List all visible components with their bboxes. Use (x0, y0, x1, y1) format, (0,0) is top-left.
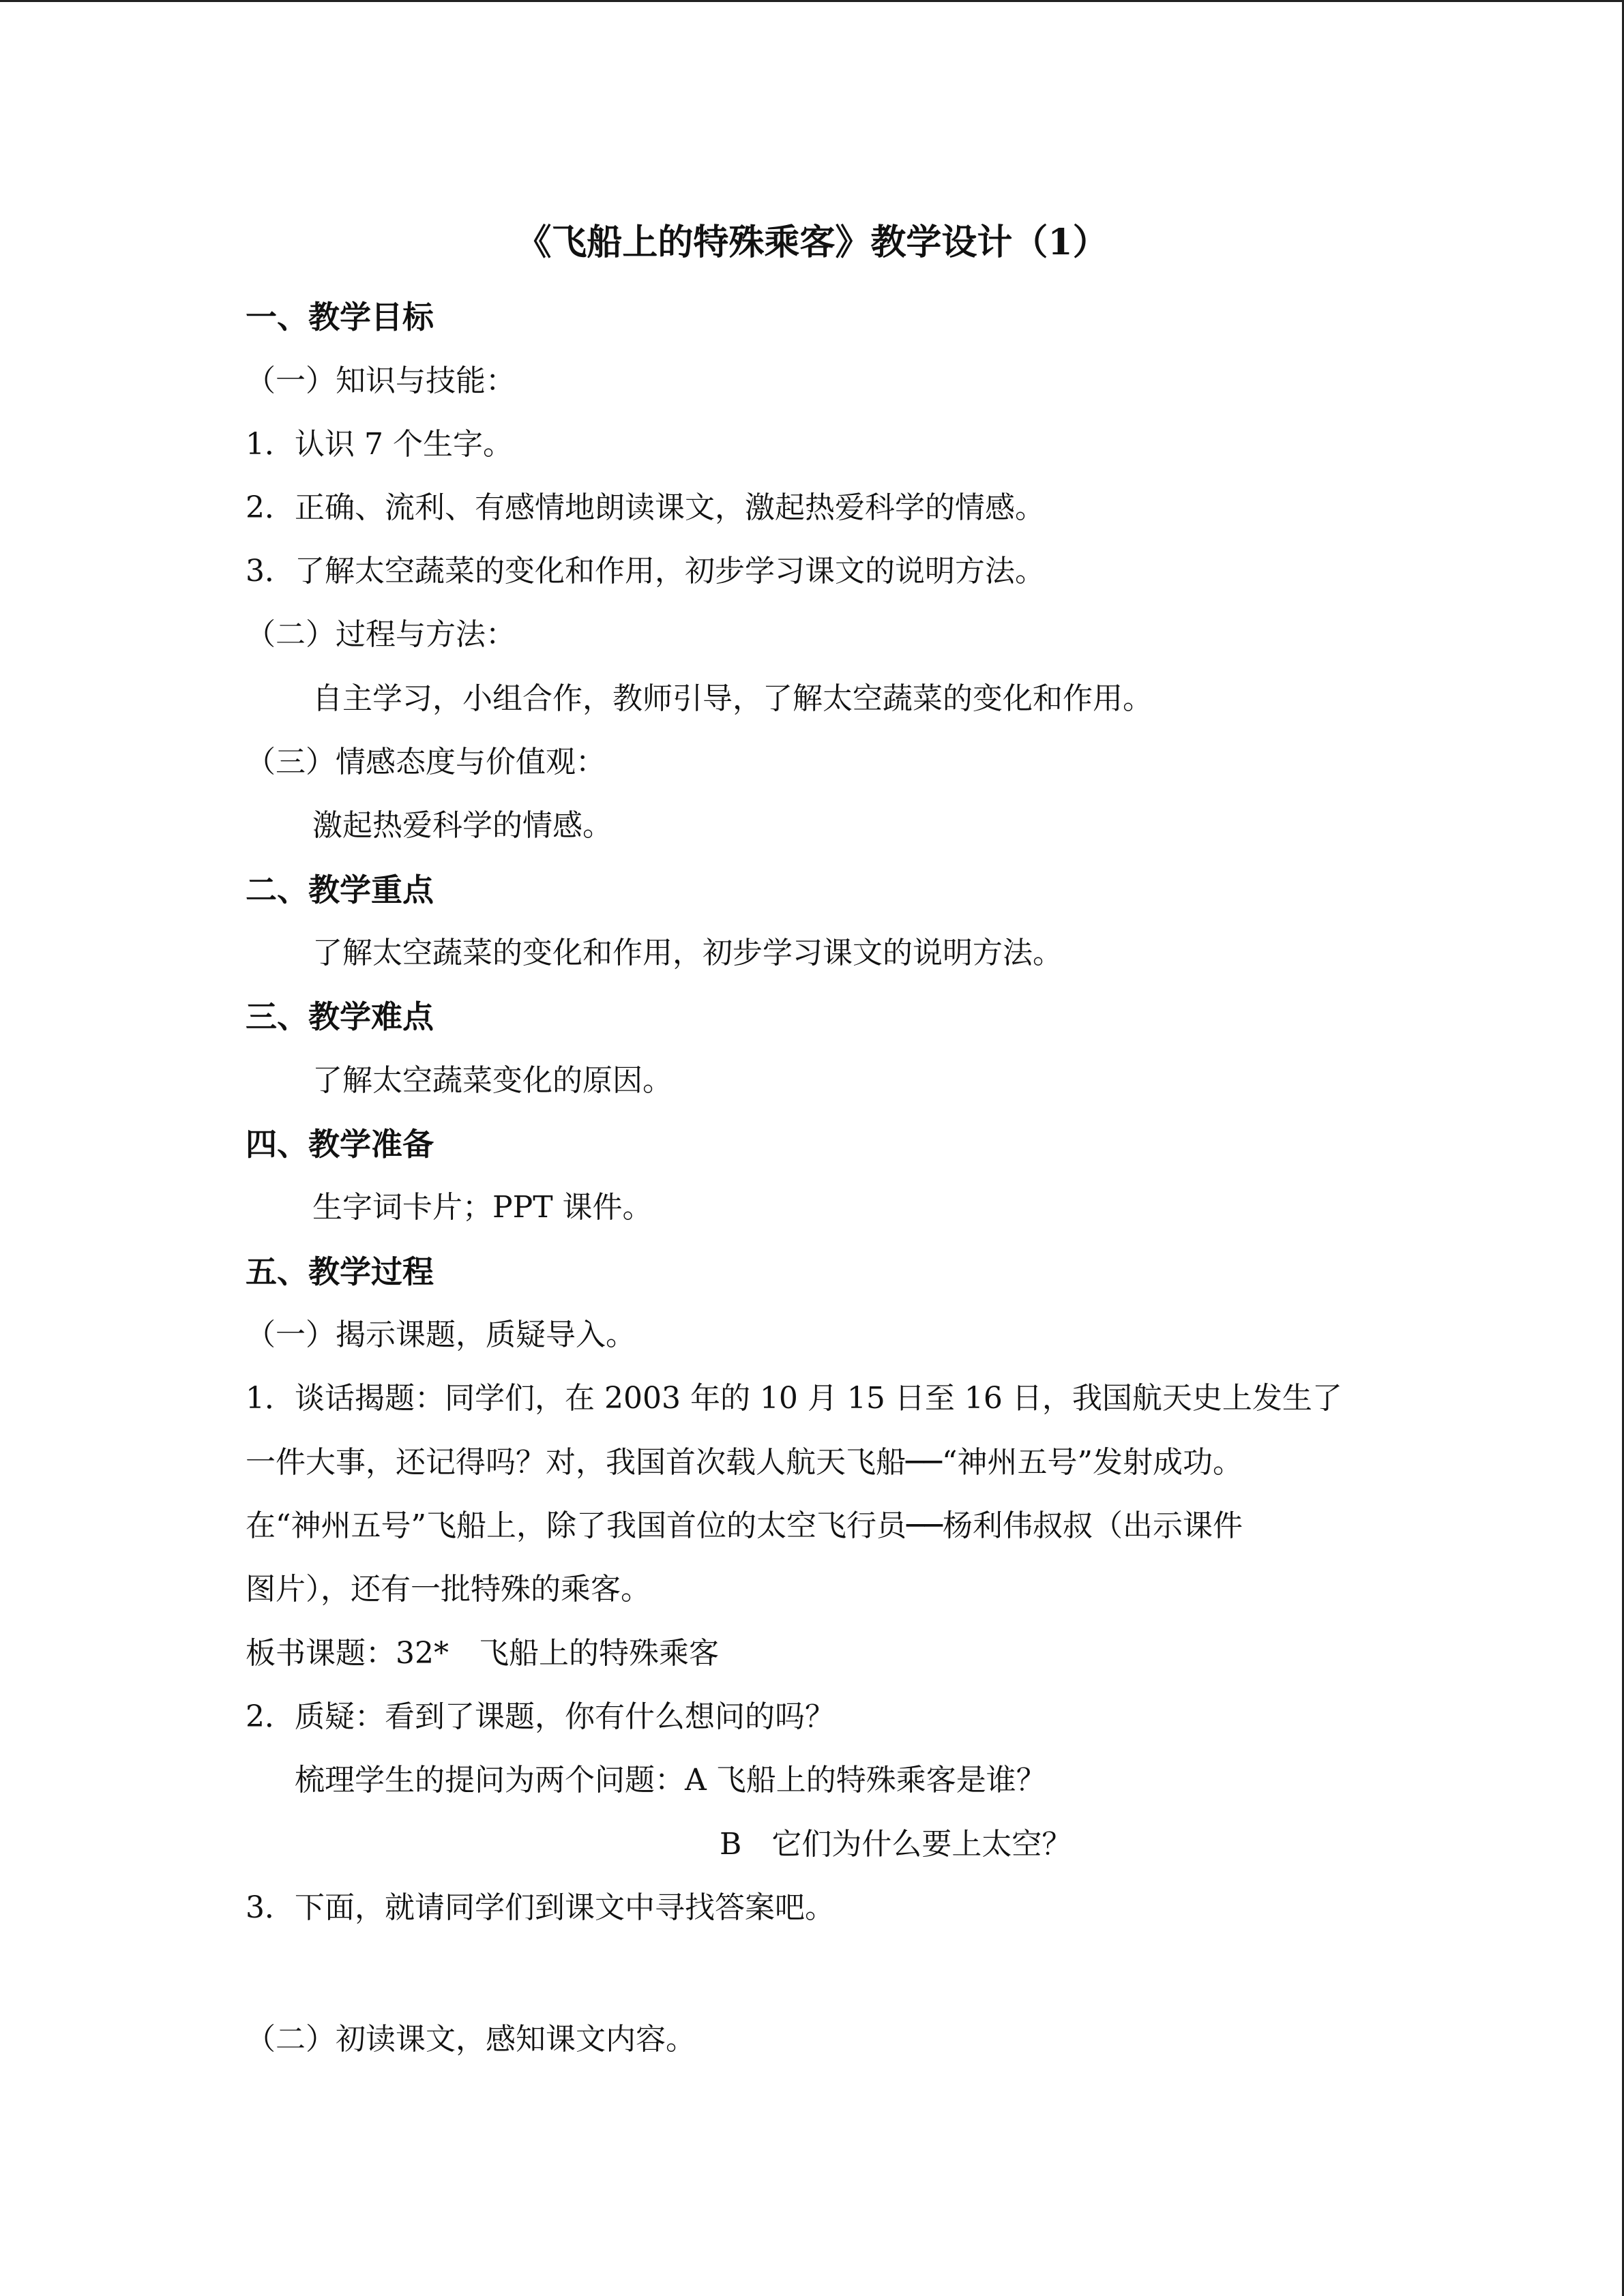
section-heading-process: 五、教学过程 (246, 1253, 434, 1290)
objective-item-3: 3．了解太空蔬菜的变化和作用，初步学习课文的说明方法。 (246, 554, 1045, 588)
objective-item-2: 2．正确、流利、有感情地朗读课文，激起热爱科学的情感。 (246, 490, 1045, 525)
question-b-line: B 它们为什么要上太空？ (720, 1827, 1072, 1862)
board-title-line: 板书课题：32* 飞船上的特殊乘客 (246, 1636, 719, 1671)
process-paragraph-line-4: 图片），还有一批特殊的乘客。 (246, 1572, 651, 1607)
process-paragraph-line-3: 在“神州五号”飞船上，除了我国首位的太空飞行员──杨利伟叔叔（出示课件 (246, 1508, 1243, 1543)
preparation-text: 生字词卡片；PPT 课件。 (312, 1190, 653, 1225)
key-points-text: 了解太空蔬菜的变化和作用，初步学习课文的说明方法。 (312, 936, 1063, 970)
process-paragraph-line-2: 一件大事，还记得吗？对，我国首次载人航天飞船──“神州五号”发射成功。 (246, 1445, 1243, 1480)
section-heading-objectives: 一、教学目标 (246, 299, 434, 336)
process-paragraph-line-1: 1．谈话揭题：同学们，在 2003 年的 10 月 15 日至 16 日，我国航天史上发生了 (246, 1381, 1342, 1416)
find-answers-line: 3．下面，就请同学们到课文中寻找答案吧。 (246, 1890, 835, 1925)
objective-item-1: 1．认识 7 个生字。 (246, 427, 513, 462)
section-heading-key-points: 二、教学重点 (246, 871, 434, 908)
process-methods-text: 自主学习，小组合作，教师引导，了解太空蔬菜的变化和作用。 (312, 681, 1153, 716)
section-heading-difficulties: 三、教学难点 (246, 998, 434, 1035)
emotion-values-text: 激起热爱科学的情感。 (312, 808, 612, 843)
subsection-emotion-values: （三）情感态度与价值观： (246, 745, 606, 779)
document-title: 《飞船上的特殊乘客》教学设计（1） (516, 222, 1108, 263)
question-a-line: 梳理学生的提问为两个问题：A 飞船上的特殊乘客是谁？ (295, 1763, 1046, 1798)
difficulties-text: 了解太空蔬菜变化的原因。 (312, 1063, 673, 1098)
section-heading-preparation: 四、教学准备 (246, 1126, 434, 1163)
process-step-2-heading: （二）初读课文，感知课文内容。 (246, 2022, 696, 2057)
subsection-knowledge-skills: （一）知识与技能： (246, 363, 516, 398)
question-prompt-line: 2．质疑：看到了课题，你有什么想问的吗？ (246, 1699, 835, 1734)
subsection-process-methods: （二）过程与方法： (246, 617, 516, 652)
process-step-1-heading: （一）揭示课题，质疑导入。 (246, 1317, 636, 1352)
